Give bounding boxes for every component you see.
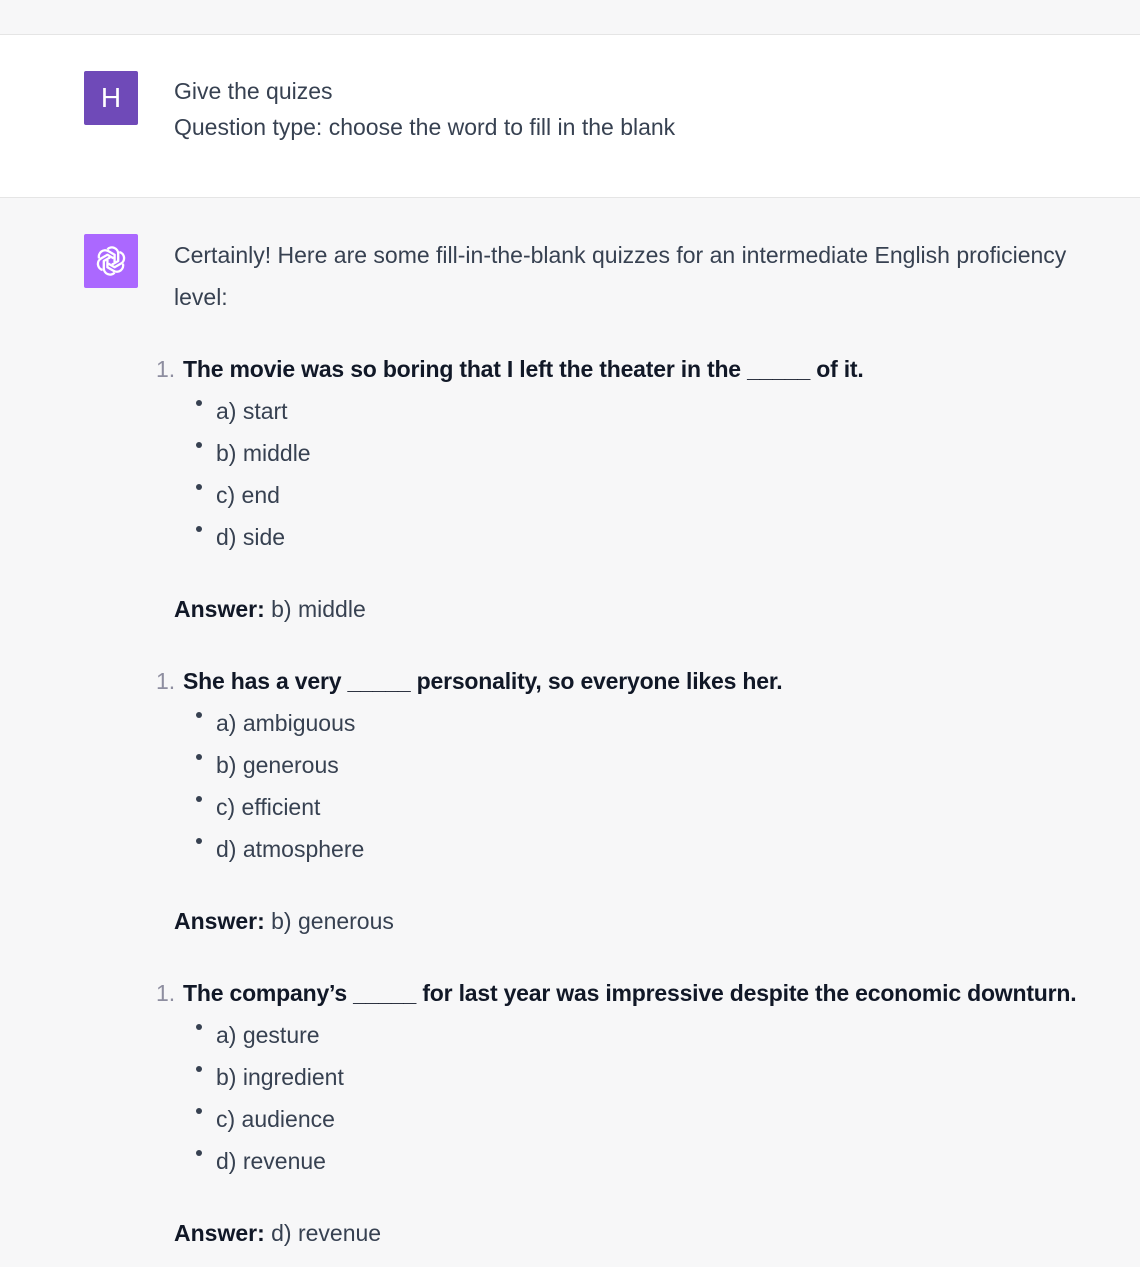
option-list [174,390,1114,558]
user-message-text [174,73,675,145]
bullet-icon [196,526,202,532]
option-list [174,1014,1114,1182]
option-item [174,786,1114,828]
option-text: c) efficient [216,794,321,820]
bullet-icon [196,442,202,448]
user-message [0,35,1140,198]
option-item [174,432,1114,474]
assistant-message [0,198,1140,1267]
bullet-icon [196,712,202,718]
option-item [174,1056,1114,1098]
question-text: The company’s _____ for last year was impressive despite the economic downturn. [183,980,1077,1006]
option-item [174,828,1114,870]
assistant-intro: Certainly! Here are some fill-in-the-blank quizzes for an intermediate English proficiency level: [174,242,1067,310]
bullet-icon [196,838,202,844]
quiz-question [156,348,1114,630]
question-number: 1. [156,668,176,694]
bullet-icon [196,484,202,490]
option-item [174,1098,1114,1140]
option-text: c) end [216,482,280,508]
bullet-icon [196,796,202,802]
user-message-line-2: Question type: choose the word to fill in the blank [174,114,676,140]
assistant-avatar [84,234,138,288]
question-line [156,660,1114,702]
answer-label: Answer: [174,596,265,622]
answer-value: b) middle [264,596,366,622]
user-avatar: H [84,71,138,125]
quiz-question [156,660,1114,942]
option-text: a) start [216,398,288,424]
option-text: c) audience [216,1106,335,1132]
answer-value: d) revenue [264,1220,382,1246]
option-list [174,702,1114,870]
answer-line [174,588,1114,630]
bullet-icon [196,1108,202,1114]
top-strip [0,0,1140,35]
question-number: 1. [156,980,176,1006]
option-item [174,474,1114,516]
option-text: d) revenue [216,1148,326,1174]
option-item [174,1140,1114,1182]
bullet-icon [196,754,202,760]
assistant-message-body [156,234,1114,1254]
option-item [174,744,1114,786]
option-text: b) middle [216,440,311,466]
answer-line [174,900,1114,942]
option-text: a) gesture [216,1022,320,1048]
question-text: The movie was so boring that I left the theater in the _____ of it. [183,356,864,382]
answer-value: b) generous [264,908,394,934]
bullet-icon [196,1150,202,1156]
quiz-question [156,972,1114,1254]
option-item [174,1014,1114,1056]
question-number: 1. [156,356,176,382]
question-line [156,972,1114,1014]
option-text: d) side [216,524,286,550]
bullet-icon [196,1066,202,1072]
answer-line [174,1212,1114,1254]
question-line [156,348,1114,390]
bullet-icon [196,1024,202,1030]
answer-label: Answer: [174,908,265,934]
option-text: b) generous [216,752,339,778]
option-text: a) ambiguous [216,710,356,736]
option-text: b) ingredient [216,1064,344,1090]
openai-logo-icon [93,243,129,279]
bullet-icon [196,400,202,406]
option-item [174,702,1114,744]
question-text: She has a very _____ personality, so everyone likes her. [183,668,783,694]
option-item [174,516,1114,558]
answer-label: Answer: [174,1220,265,1246]
user-message-line-1: Give the quizes [174,78,333,104]
option-text: d) atmosphere [216,836,365,862]
option-item [174,390,1114,432]
